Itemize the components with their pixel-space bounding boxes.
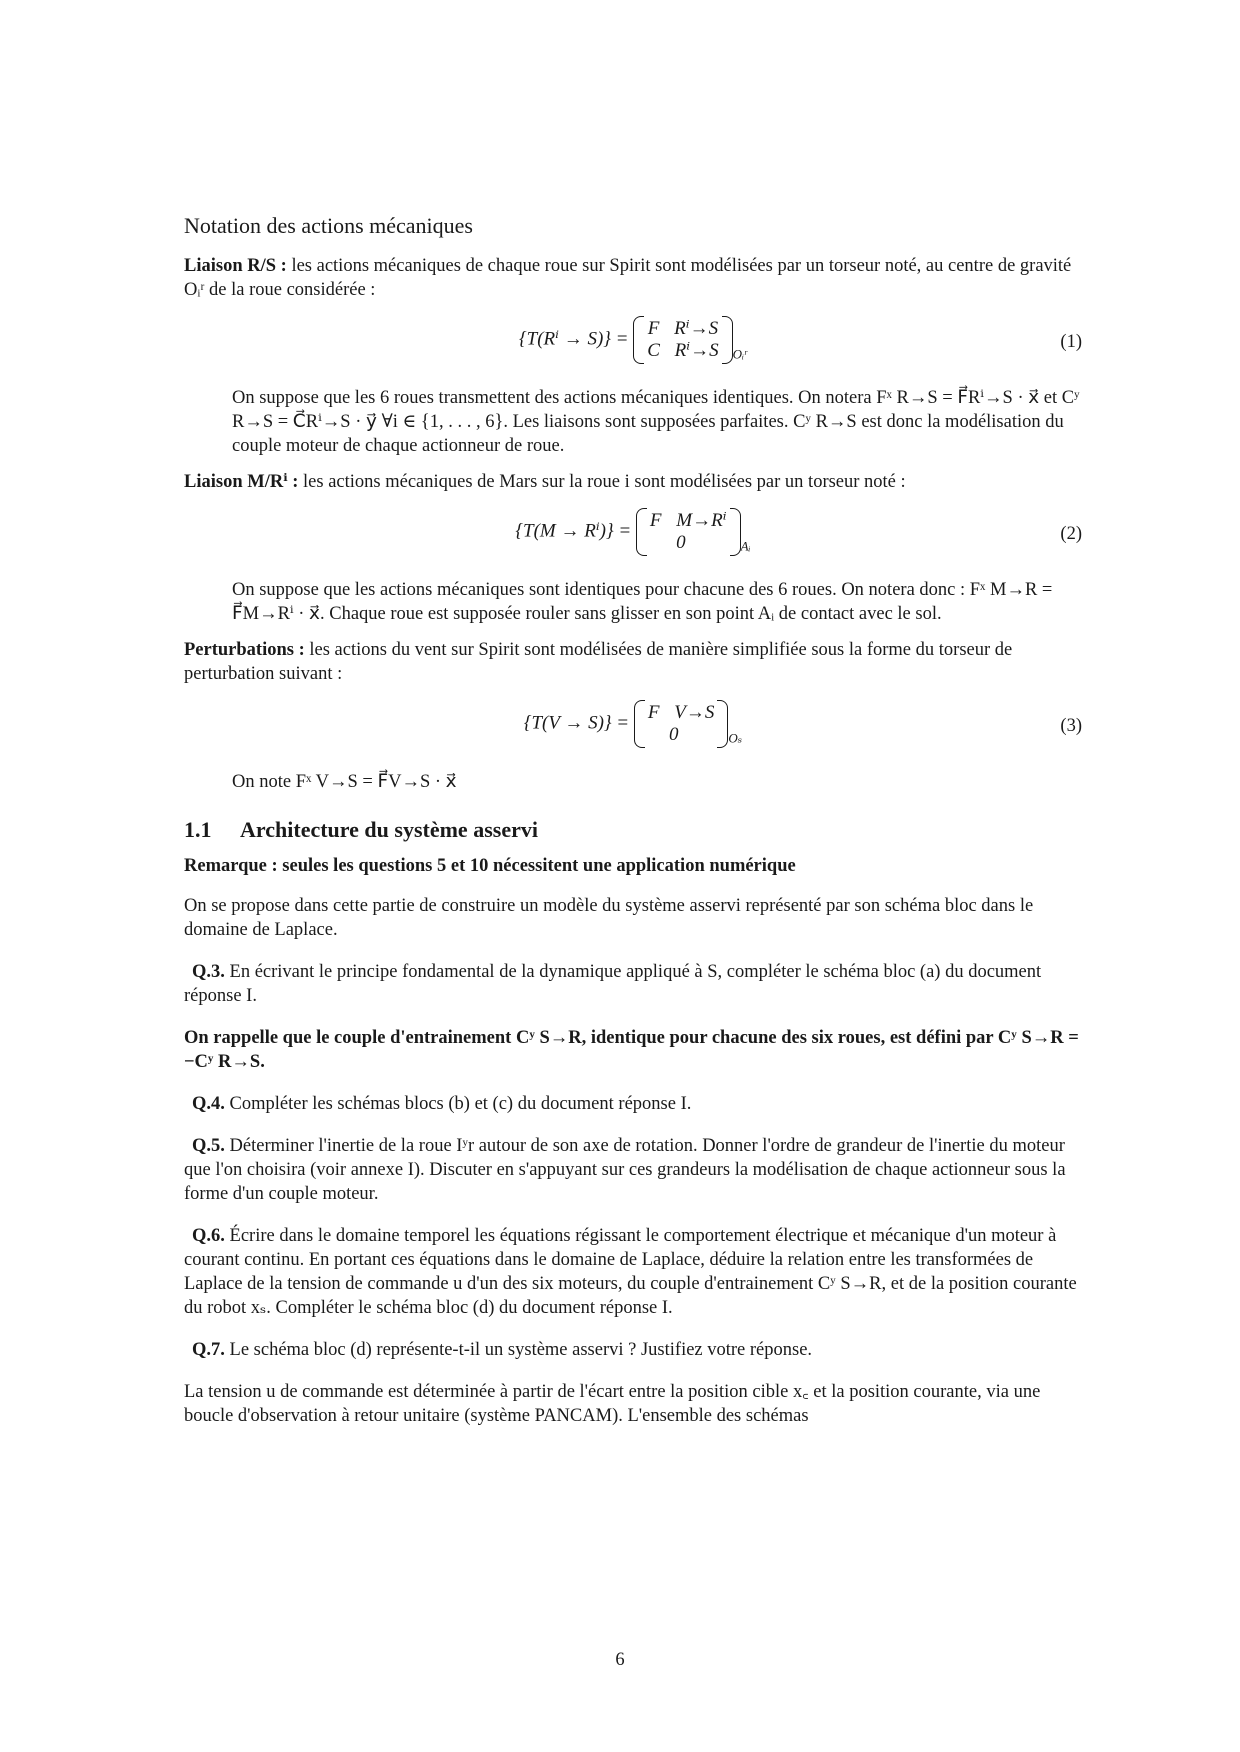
subsection-number: 1.1 [184, 817, 212, 842]
closing-paragraph: La tension u de commande est déterminée à partir de l'écart entre la position cible x꜀ et la position courante, via une boucle d'observation à retour unitaire (système PANCAM). L'ensemble des schémas [184, 1382, 1041, 1426]
equation-2-row1: F⃗M→Rⁱ [649, 510, 727, 531]
question-5-text: Déterminer l'inertie de la roue Iʸr autour de son axe de rotation. Donner l'ordre de grandeur de l'inertie du moteur que l'on choisira (voir annexe I). Discuter en s'appuyant sur ces grandeurs la modélisation de chaque actionneur sous la forme d'un couple moteur. [184, 1136, 1066, 1204]
question-3-label: Q.3. [192, 962, 225, 982]
definition-perturbations [184, 638, 1082, 794]
equation-3 [184, 696, 1082, 758]
equation-2-torsor [636, 510, 741, 554]
equation-1 [184, 312, 1082, 374]
equation-3-row2: 0⃗ [668, 724, 694, 745]
text-liaison-mr: les actions mécaniques de Mars sur la roue i sont modélisées par un torseur noté : [303, 472, 906, 492]
equation-2-lhs: {T(M → Rⁱ)} = [515, 520, 632, 542]
equation-2-point: Aᵢ [740, 538, 751, 554]
question-4-label: Q.4. [192, 1094, 225, 1114]
equation-3-number: (3) [1060, 716, 1082, 736]
question-5-label: Q.5. [192, 1136, 225, 1156]
paragraph-perturbations: On note Fˣ V→S = F⃗V→S · x⃗ [232, 772, 457, 792]
paragraph-liaison-mr: On suppose que les actions mécaniques sont identiques pour chacune des 6 roues. On notera donc : Fˣ M→R = F⃗M→Rⁱ · x⃗. Chaque roue est supposée rouler sans glisser en son point Aᵢ de contact avec le sol. [232, 580, 1053, 624]
equation-3-row1: F⃗V→S [647, 702, 715, 723]
equation-1-row2: C⃗Rⁱ→S [647, 340, 719, 361]
question-7 [184, 1338, 1082, 1362]
question-6-text: Écrire dans le domaine temporel les équations régissant le comportement électrique et mécanique d'un moteur à courant continu. En portant ces équations dans le domaine de Laplace, déduire la relation entre les transformées de Laplace de la tension de commande u d'un des six moteurs, du couple d'entrainement Cʸ S→R, et de la position courante du robot xₛ. Compléter le schéma bloc (d) du document réponse I. [184, 1226, 1077, 1318]
section-title: Notation des actions mécaniques [184, 213, 473, 238]
question-6-label: Q.6. [192, 1226, 225, 1246]
equation-2 [184, 504, 1082, 566]
equation-2-row2: 0⃗ [676, 532, 701, 553]
question-6 [184, 1224, 1082, 1320]
term-liaison-rs: Liaison R/S : [184, 256, 287, 276]
question-5 [184, 1134, 1082, 1206]
term-liaison-mr: Liaison M/Rⁱ : [184, 472, 299, 492]
definition-liaison-rs [184, 254, 1082, 458]
question-7-text: Le schéma bloc (d) représente-t-il un système asservi ? Justifiez votre réponse. [229, 1340, 813, 1360]
rappel: On rappelle que le couple d'entrainement Cʸ S→R, identique pour chacune des six roues, est défini par Cʸ S→R = −Cʸ R→S. [184, 1028, 1079, 1072]
equation-1-lhs: {T(Rⁱ → S)} = [519, 328, 629, 350]
equation-3-point: Oₛ [728, 730, 743, 746]
equation-2-number: (2) [1060, 524, 1082, 544]
equation-1-point: Oᵢʳ [732, 346, 747, 362]
subsection-title: Architecture du système asservi [240, 817, 538, 842]
question-4-text: Compléter les schémas blocs (b) et (c) du document réponse I. [229, 1094, 692, 1114]
subsection-heading [184, 816, 1082, 844]
equation-1-row1: F⃗Rⁱ→S [647, 318, 719, 339]
equation-1-torsor [633, 318, 732, 362]
definition-liaison-mr [184, 470, 1082, 626]
page-content [184, 212, 1082, 1446]
text-perturbations: les actions du vent sur Spirit sont modélisées de manière simplifiée sous la forme du torseur de perturbation suivant : [184, 640, 1013, 684]
equation-1-number: (1) [1060, 332, 1082, 352]
equation-3-torsor [634, 702, 729, 746]
paragraph-liaison-rs: On suppose que les 6 roues transmettent des actions mécaniques identiques. On notera Fˣ R→S = F⃗Rⁱ→S · x⃗ et Cʸ R→S = C⃗Rⁱ→S · y⃗ ∀i ∈ {1, . . . , 6}. Les liaisons sont supposées parfaites. Cʸ R→S est donc la modélisation du couple moteur de chaque actionneur de roue. [232, 388, 1080, 456]
intro-paragraph: On se propose dans cette partie de construire un modèle du système asservi représenté par son schéma bloc dans le domaine de Laplace. [184, 896, 1034, 940]
question-4 [184, 1092, 1082, 1116]
page-number: 6 [615, 1650, 625, 1670]
remarque: Remarque : seules les questions 5 et 10 nécessitent une application numérique [184, 856, 796, 876]
question-7-label: Q.7. [192, 1340, 225, 1360]
question-3 [184, 960, 1082, 1008]
term-perturbations: Perturbations : [184, 640, 305, 660]
text-liaison-rs: les actions mécaniques de chaque roue sur Spirit sont modélisées par un torseur noté, au centre de gravité Oᵢʳ de la roue considérée : [184, 256, 1072, 300]
equation-3-lhs: {T(V → S)} = [523, 712, 630, 734]
question-3-text: En écrivant le principe fondamental de la dynamique appliqué à S, compléter le schéma bloc (a) du document réponse I. [184, 962, 1042, 1006]
